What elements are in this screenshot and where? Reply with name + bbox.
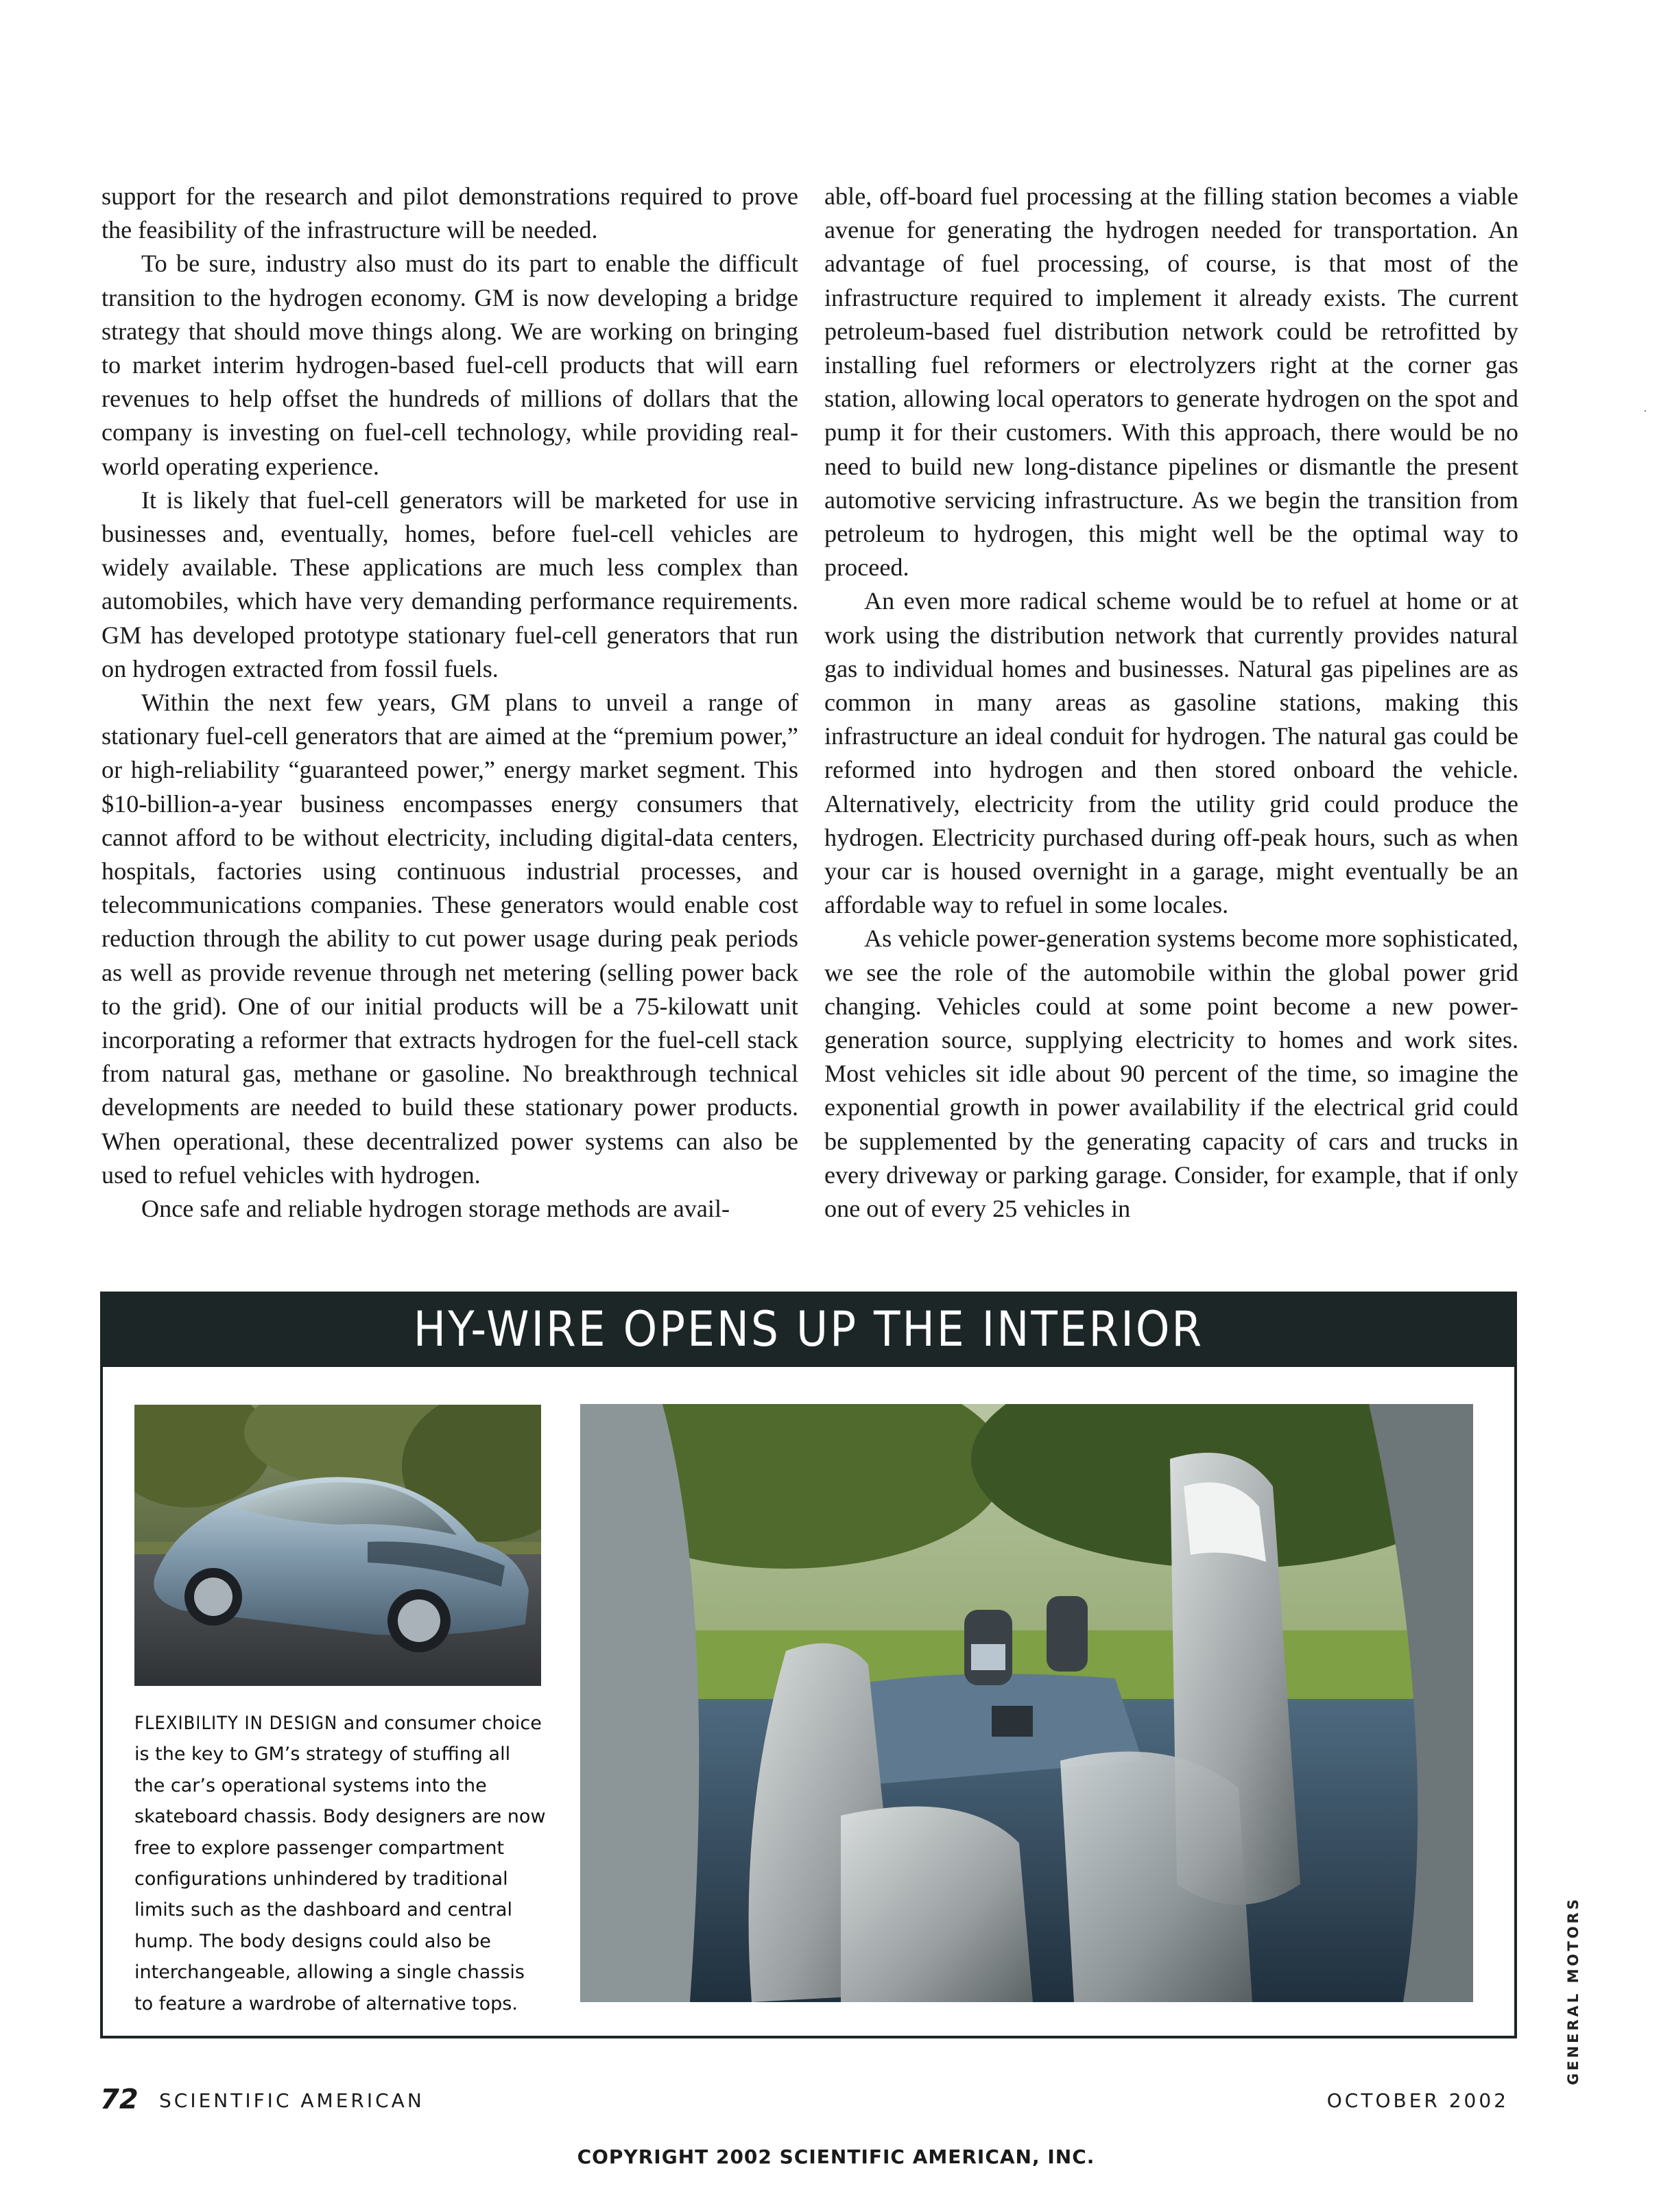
paragraph: To be sure, industry also must do its part to enable the difficult transition to the hydrogen economy. GM is now developing a bridge strategy that should move things along. We are working on bringing to market interim hydrogen-based fuel-cell products that will earn revenues to help offset the hundreds of millions of dollars that the company is investing on fuel-cell technology, while providing real-world operating experience. <box>101 250 798 480</box>
hy-wire-car-photo <box>134 1405 541 1686</box>
sidebar-header <box>100 1292 1517 1367</box>
sidebar-caption <box>134 1708 546 2019</box>
photo-credit-text: GENERAL MOTORS <box>1565 1896 1581 2085</box>
article-left-column <box>101 180 798 1226</box>
sidebar-title: HY-WIRE OPENS UP THE INTERIOR <box>413 1301 1204 1357</box>
caption-body: and consumer choice is the key to GM’s strategy of stuffing all the car’s operational systems into the skateboard chassis. Body designers are now free to explore passenger compartment configurations unhindered by traditional limits such as the dashboard and central hump. The body designs could also be interchangeable, allowing a single chassis to feature a wardrobe of alternative tops. <box>134 1713 546 2014</box>
paragraph: An even more radical scheme would be to refuel at home or at work using the distribution network that currently provides natural gas to individual homes and businesses. Natural gas pipelines are as common in many areas as gasoline stations, making this infrastructure an ideal conduit for hydrogen. The natural gas could be reformed into hydrogen and then stored onboard the vehicle. Alternatively, electricity from the utility grid could produce the hydrogen. Electricity purchased during off-peak hours, such as when your car is housed overnight in a garage, might eventually be an affordable way to refuel in some locales. <box>824 587 1518 919</box>
paragraph: support for the research and pilot demonstrations required to prove the feasibility of the infrastructure will be needed. <box>101 182 798 244</box>
caption-lead: FLEXIBILITY IN DESIGN <box>134 1713 338 1734</box>
paragraph: As vehicle power-generation systems become more sophisticated, we see the role of the automobile within the global power grid changing. Vehicles could at some point become a new power-generation source, supplying electricity to homes and work sites. Most vehicles sit idle about 90 percent of the time, so imagine the exponential growth in power availability if the electrical grid could be supplemented by the generating capacity of cars and trucks in every driveway or parking garage. Consider, for example, that if only one out of every 25 vehicles in <box>824 925 1518 1223</box>
hy-wire-interior-photo <box>580 1404 1473 2002</box>
issue-date: OCTOBER 2002 <box>1326 2089 1509 2112</box>
margin-mark <box>1645 410 1646 412</box>
paragraph: Once safe and reliable hydrogen storage methods are avail- <box>141 1195 730 1223</box>
paragraph: It is likely that fuel-cell generators will be marketed for use in businesses and, eventually, homes, before fuel-cell vehicles are widely available. These applications are much less complex than automobiles, which have very demanding performance requirements. GM has developed prototype stationary fuel-cell generators that run on hydrogen extracted from fossil fuels. <box>101 486 798 682</box>
article-right-column <box>824 180 1518 1226</box>
copyright-notice: COPYRIGHT 2002 SCIENTIFIC AMERICAN, INC. <box>577 2145 1095 2168</box>
magazine-name: SCIENTIFIC AMERICAN <box>159 2089 425 2112</box>
photo-credit <box>1565 1896 1581 2099</box>
paragraph: Within the next few years, GM plans to unveil a range of stationary fuel-cell generators that are aimed at the “premium power,” or high-reliability “guaranteed power,” energy market segment. This $10-billion-a-year business encompasses energy consumers that cannot afford to be without electricity, including digital-data centers, hospitals, factories using continuous industrial processes, and telecommunications companies. These generators would enable cost reduction through the ability to cut power usage during peak periods as well as provide revenue through net metering (selling power back to the grid). One of our initial products will be a 75-kilowatt unit incorporating a reformer that extracts hydrogen for the fuel-cell stack from natural gas, methane or gasoline. No breakthrough technical developments are needed to build these stationary power products. When operational, these decentralized power systems can also be used to refuel vehicles with hydrogen. <box>101 689 798 1189</box>
page-number: 72 <box>100 2084 139 2115</box>
paragraph: able, off-board fuel processing at the filling station becomes a viable avenue for generating the hydrogen needed for transportation. An advantage of fuel processing, of course, is that most of the infrastructure required to implement it already exists. The current petroleum-based fuel distribution network could be retrofitted by installing fuel reformers or electrolyzers right at the corner gas station, allowing local operators to generate hydrogen on the spot and pump it for their customers. With this approach, there would be no need to build new long-distance pipelines or dismantle the present automotive servicing infrastructure. As we begin the transition from petroleum to hydrogen, this might well be the optimal way to proceed. <box>824 182 1518 582</box>
